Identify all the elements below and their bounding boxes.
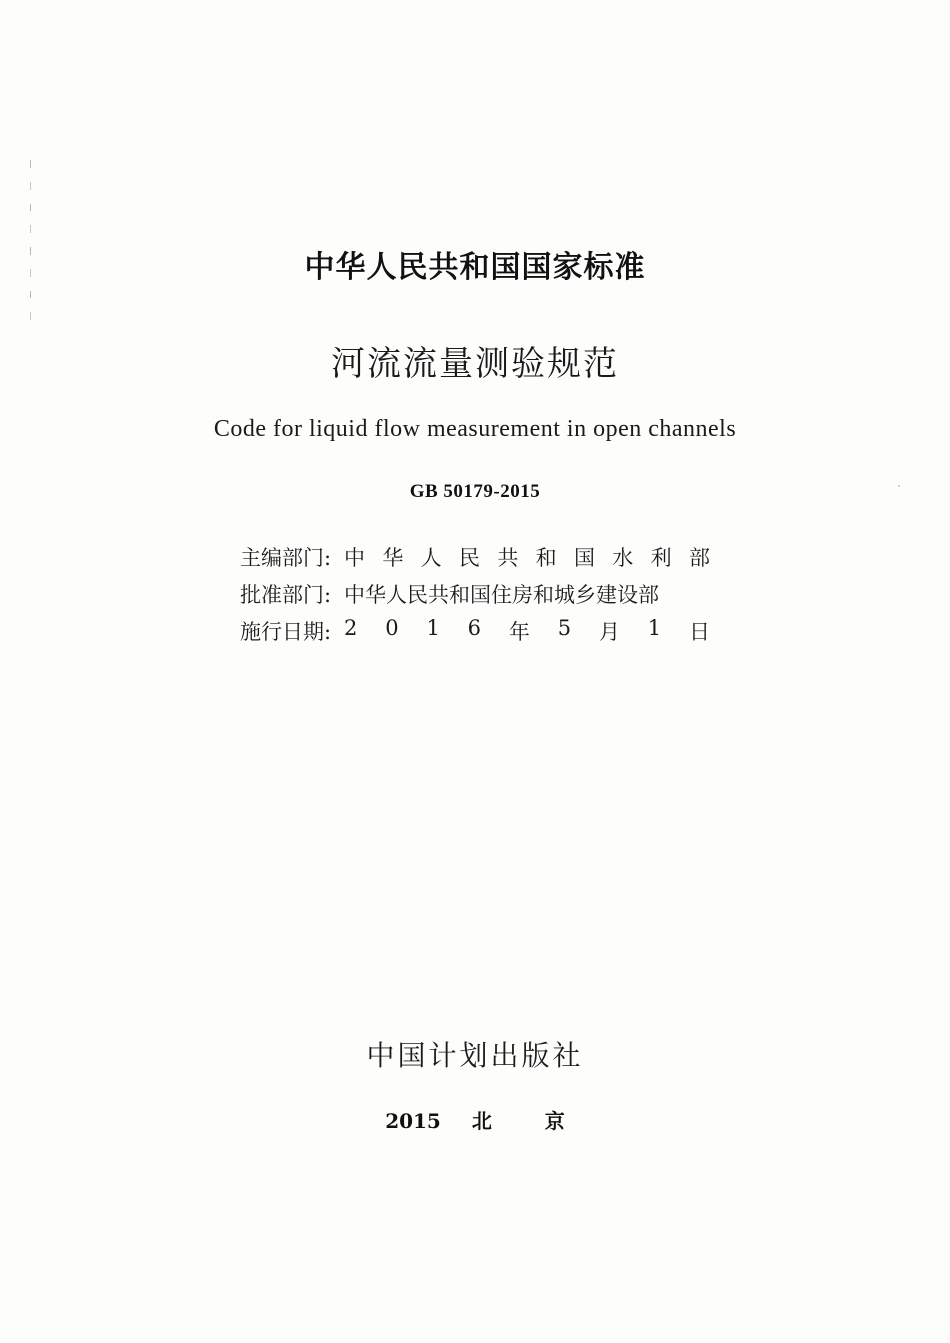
editor-char: 水 — [612, 545, 634, 570]
editor-char: 国 — [573, 545, 595, 570]
editor-char: 人 — [420, 545, 442, 570]
meta-value-editor — [344, 542, 710, 572]
publication-place-year — [0, 1105, 950, 1134]
date-char: 1 — [426, 615, 440, 640]
date-char: 6 — [467, 615, 482, 640]
meta-value-effective — [344, 616, 710, 646]
meta-value-approver: 中华人民共和国住房和城乡建设部 — [344, 582, 659, 607]
meta-row-effective — [240, 612, 710, 649]
publication-city-part-1: 北 — [471, 1109, 492, 1133]
date-char: 日 — [689, 619, 710, 644]
date-char: 月 — [598, 619, 620, 644]
publication-meta — [240, 538, 710, 649]
date-char: 2 — [344, 615, 358, 640]
publisher-name: 中国计划出版社 — [366, 1039, 584, 1072]
title-english: Code for liquid flow measurement in open channels — [213, 416, 737, 442]
meta-label-approver: 批准部门: — [240, 582, 332, 607]
meta-label-editor: 主编部门: — [240, 545, 332, 570]
editor-char: 民 — [458, 545, 480, 570]
editor-char: 利 — [650, 545, 672, 570]
editor-char: 部 — [688, 545, 710, 570]
date-char: 0 — [385, 615, 399, 640]
standard-code: GB 50179-2015 — [409, 481, 541, 502]
meta-label-effective: 施行日期: — [240, 619, 332, 644]
editor-char: 和 — [535, 545, 557, 570]
meta-row-approver — [240, 575, 710, 612]
date-char: 5 — [557, 615, 572, 640]
binding-edge-marks — [30, 160, 42, 320]
meta-row-editor — [240, 538, 710, 575]
editor-char: 华 — [382, 545, 404, 570]
editor-char: 共 — [497, 545, 519, 570]
publication-year: 2015 — [385, 1109, 441, 1133]
date-char: 年 — [508, 619, 530, 644]
publication-city-part-2: 京 — [544, 1109, 565, 1133]
standard-series-heading: 中华人民共和国国家标准 — [304, 250, 646, 285]
date-char: 1 — [647, 615, 662, 640]
editor-char: 中 — [344, 545, 365, 570]
title-chinese: 河流流量测验规范 — [331, 344, 619, 384]
